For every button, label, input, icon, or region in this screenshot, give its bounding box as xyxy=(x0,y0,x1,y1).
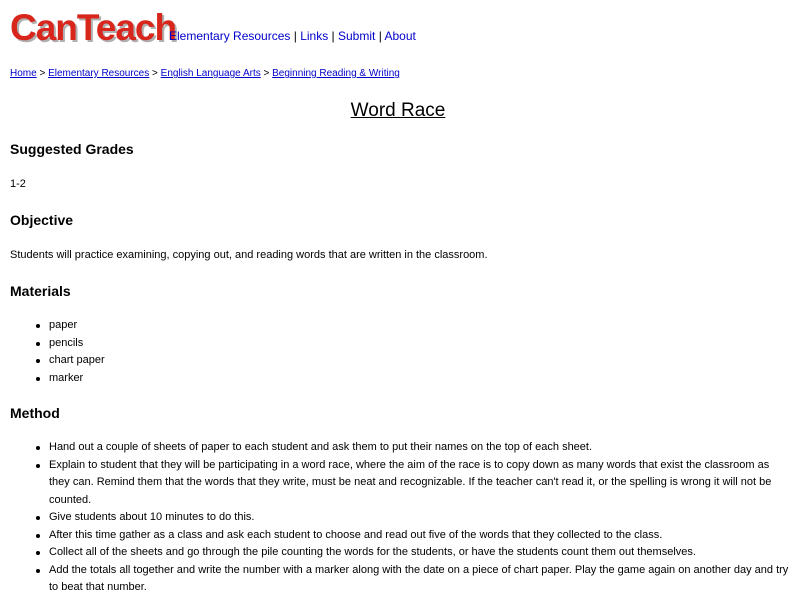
breadcrumb xyxy=(10,68,400,79)
materials-list xyxy=(49,317,789,387)
list-item: pencils xyxy=(49,335,789,353)
grades-text: 1-2 xyxy=(10,178,26,190)
breadcrumb-home[interactable]: Home xyxy=(10,68,37,79)
nav-separator: | xyxy=(328,29,338,43)
nav-separator: | xyxy=(290,29,301,43)
breadcrumb-beginning-reading-writing[interactable]: Beginning Reading & Writing xyxy=(272,68,400,79)
method-heading: Method xyxy=(10,405,60,421)
breadcrumb-elementary-resources[interactable]: Elementary Resources xyxy=(48,68,150,79)
canteach-logo[interactable]: CanTeach xyxy=(10,7,177,48)
breadcrumb-separator: > xyxy=(36,68,49,79)
list-item: After this time gather as a class and ask each student to choose and read out five of the words that they collected to the class. xyxy=(49,527,789,545)
breadcrumb-separator: > xyxy=(260,68,273,79)
grades-heading: Suggested Grades xyxy=(10,141,134,157)
list-item: Give students about 10 minutes to do this. xyxy=(49,509,789,527)
objective-text: Students will practice examining, copying out, and reading words that are written in the classroom. xyxy=(10,249,488,261)
top-nav xyxy=(169,29,416,43)
page-title: Word Race xyxy=(350,100,446,121)
materials-heading: Materials xyxy=(10,283,71,299)
list-item: Add the totals all together and write the number with a marker along with the date on a piece of chart paper. Play the game again on another day and try to beat that number. xyxy=(49,562,789,597)
nav-links[interactable]: Links xyxy=(300,29,329,43)
list-item: Collect all of the sheets and go through the pile counting the words for the students, or have the students count them out themselves. xyxy=(49,544,789,562)
method-list xyxy=(49,439,789,597)
nav-separator: | xyxy=(375,29,385,43)
breadcrumb-separator: > xyxy=(149,68,161,79)
nav-elementary-resources[interactable]: Elementary Resources xyxy=(169,29,291,43)
nav-submit[interactable]: Submit xyxy=(338,29,376,43)
list-item: chart paper xyxy=(49,352,789,370)
breadcrumb-english-language-arts[interactable]: English Language Arts xyxy=(160,68,261,79)
objective-heading: Objective xyxy=(10,212,74,228)
list-item: paper xyxy=(49,317,789,335)
nav-about[interactable]: About xyxy=(384,29,416,43)
list-item: marker xyxy=(49,370,789,388)
list-item: Hand out a couple of sheets of paper to each student and ask them to put their names on the top of each sheet. xyxy=(49,439,789,457)
list-item: Explain to student that they will be participating in a word race, where the aim of the race is to copy down as many words that exist the classroom as they can. Remind them that the words that they write, must be neat and recognizable. If the teacher can't read it, or the spelling is wrong it will not be counted. xyxy=(49,457,789,510)
